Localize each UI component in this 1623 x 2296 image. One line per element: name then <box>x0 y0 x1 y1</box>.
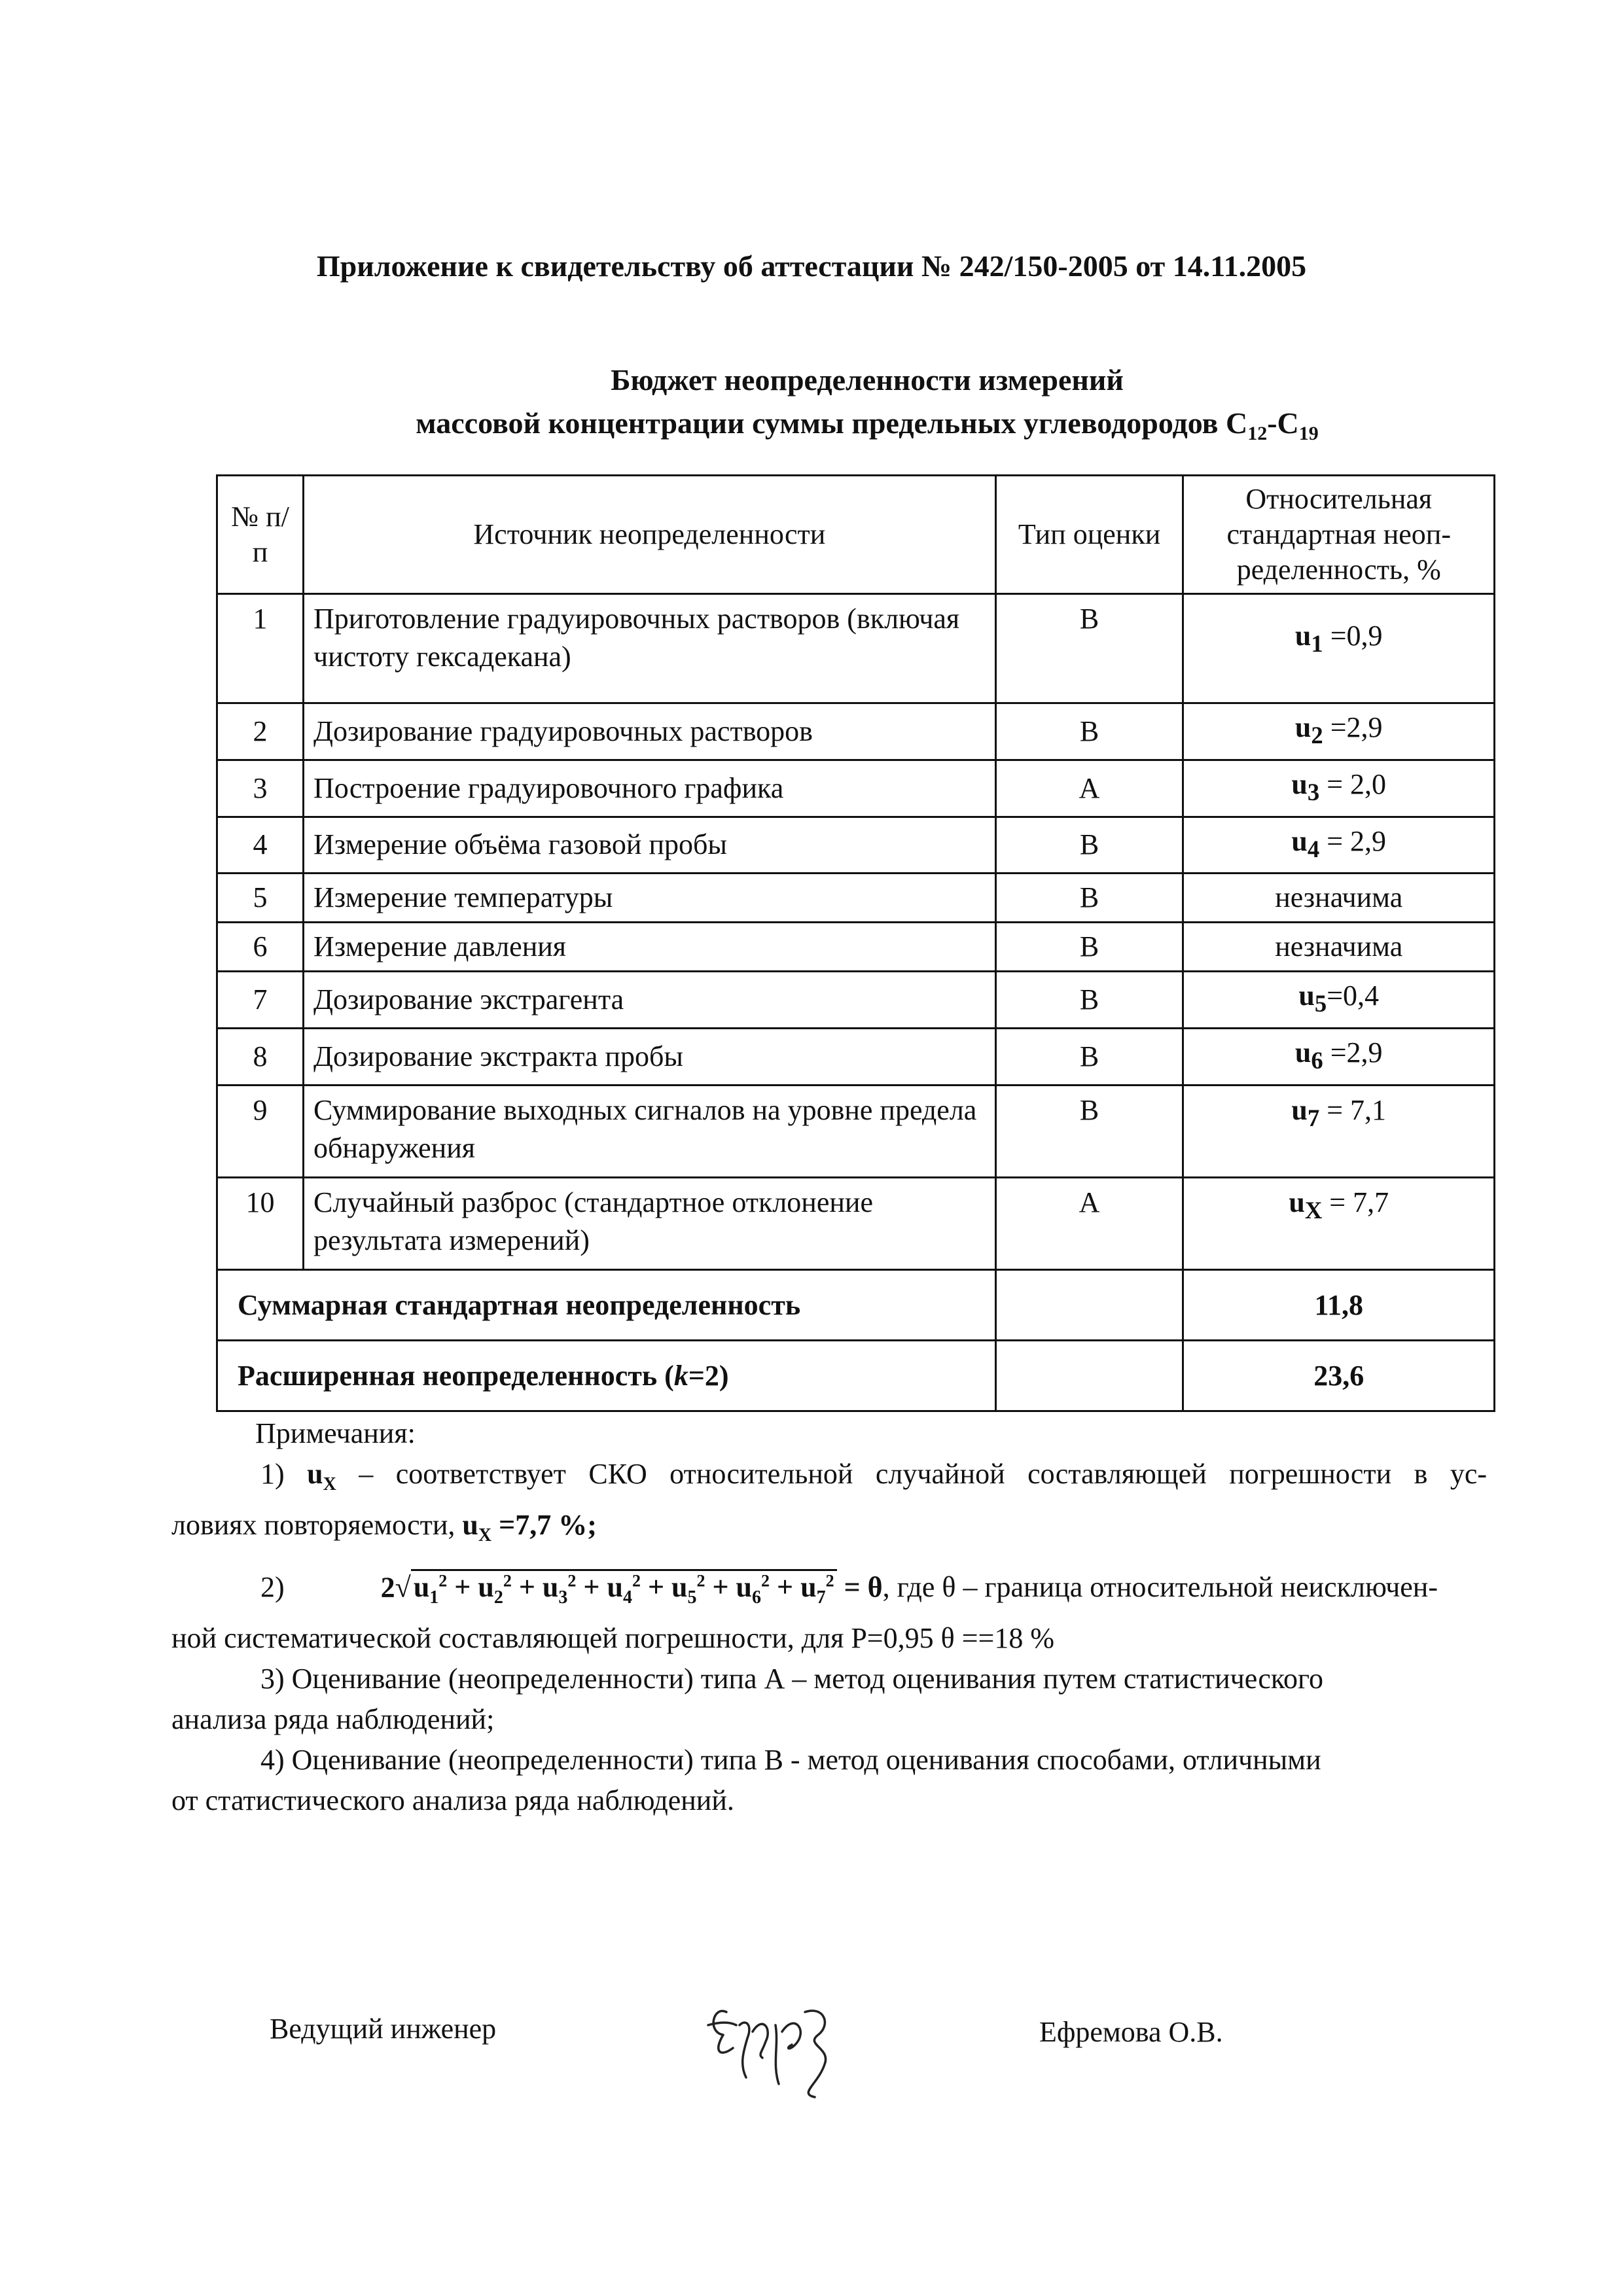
note-4-cont: от статистического анализа ряда наблюдений. <box>171 1784 734 1817</box>
row-type: В <box>995 972 1183 1029</box>
row-num: 8 <box>217 1029 304 1086</box>
row-type: А <box>995 760 1183 817</box>
table-row <box>217 874 1495 923</box>
note-1-cont: ловиях повторяемости, $u_X =7,7$ %; <box>171 1508 597 1545</box>
row-value: $u_X = 7,7$ <box>1183 1177 1495 1269</box>
table-row <box>217 1029 1495 1086</box>
row-num: 1 <box>217 594 304 703</box>
handwritten-signature <box>700 1986 857 2104</box>
expanded-label: Расширенная неопределенность (k=2) <box>217 1340 996 1411</box>
row-type: В <box>995 874 1183 923</box>
expanded-row <box>217 1340 1495 1411</box>
note-3-cont: анализа ряда наблюдений; <box>171 1703 495 1736</box>
row-source: Измерение давления <box>304 923 996 972</box>
expanded-type-empty <box>995 1340 1183 1411</box>
signer-role: Ведущий инженер <box>270 2013 497 2045</box>
row-value: незначима <box>1183 923 1495 972</box>
row-value: $u_3 = 2,0$ <box>1183 760 1495 817</box>
row-value: $u_4 = 2,9$ <box>1183 817 1495 874</box>
note-4: 4) Оценивание (неопределенности) типа В - метод оценивания способами, отличными <box>260 1744 1321 1776</box>
row-num: 3 <box>217 760 304 817</box>
row-value: $u_7 = 7,1$ <box>1183 1085 1495 1177</box>
expanded-value: 23,6 <box>1183 1340 1495 1411</box>
row-num: 7 <box>217 972 304 1029</box>
document-header: Приложение к свидетельству об аттестации № 242/150-2005 от 14.11.2005 <box>316 249 1307 283</box>
row-type: А <box>995 1177 1183 1269</box>
uncertainty-formula: $2√u_1^2 + u_2^2 + u_3^2 + u_4^2 + u_5^2 + u_6^2 + u_7^2 = \theta$ <box>292 1561 883 1618</box>
table-header-row <box>217 476 1495 594</box>
row-source: Случайный разброс (стандартное отклонение результата измерений) <box>304 1177 996 1269</box>
table-row <box>217 923 1495 972</box>
row-source: Дозирование экстракта пробы <box>304 1029 996 1086</box>
uncertainty-budget-table <box>216 474 1495 1412</box>
row-type: В <box>995 1029 1183 1086</box>
row-source: Измерение объёма газовой пробы <box>304 817 996 874</box>
header-value: Относительная стандартная неоп-ределенность, % <box>1183 476 1495 594</box>
row-value: $u_1 =0,9$ <box>1183 594 1495 703</box>
table-row <box>217 594 1495 703</box>
row-num: 2 <box>217 703 304 760</box>
row-num: 9 <box>217 1085 304 1177</box>
table-title-line1: Бюджет неопределенности измерений <box>611 363 1124 397</box>
table-row <box>217 817 1495 874</box>
table-title <box>0 359 1623 455</box>
row-type: В <box>995 817 1183 874</box>
row-source: Приготовление градуировочных растворов (включая чистоту гексадекана) <box>304 594 996 703</box>
table-title-line2: массовой концентрации суммы предельных углеводородов $С_{12}-С_{19}$ <box>416 406 1319 445</box>
row-value: $u_5=0,4$ <box>1183 972 1495 1029</box>
total-value: 11,8 <box>1183 1269 1495 1340</box>
row-value: $u_2 =2,9$ <box>1183 703 1495 760</box>
row-num: 10 <box>217 1177 304 1269</box>
table-row <box>217 972 1495 1029</box>
row-type: В <box>995 594 1183 703</box>
note-2: 2) $2√u_1^2 + u_2^2 + u_3^2 + u_4^2 + u_5^2 + u_6^2 + u_7^2 = \theta$, где θ – граница относительной неисключен- <box>171 1561 1487 1618</box>
row-source: Дозирование экстрагента <box>304 972 996 1029</box>
header-type: Тип оценки <box>995 476 1183 594</box>
row-num: 6 <box>217 923 304 972</box>
total-type-empty <box>995 1269 1183 1340</box>
notes-section <box>171 1413 1487 1821</box>
row-type: В <box>995 1085 1183 1177</box>
total-label: Суммарная стандартная неопределенность <box>217 1269 996 1340</box>
row-value: $u_6 =2,9$ <box>1183 1029 1495 1086</box>
row-source: Построение градуировочного графика <box>304 760 996 817</box>
row-source: Измерение температуры <box>304 874 996 923</box>
table-row <box>217 703 1495 760</box>
row-num: 5 <box>217 874 304 923</box>
header-source: Источник неопределенности <box>304 476 996 594</box>
header-num: № п/п <box>217 476 304 594</box>
row-value: незначима <box>1183 874 1495 923</box>
row-source: Суммирование выходных сигналов на уровне предела обнаружения <box>304 1085 996 1177</box>
note-2-cont: ной систематической составляющей погрешности, для Р=0,95 θ ==18 % <box>171 1622 1054 1655</box>
note-3: 3) Оценивание (неопределенности) типа А – метод оценивания путем статистического <box>260 1663 1324 1695</box>
notes-title: Примечания: <box>255 1417 416 1449</box>
table-row <box>217 760 1495 817</box>
note-1: 1) $u_X$ – соответствует СКО относительной случайной составляющей погрешности в ус- <box>260 1458 1487 1494</box>
row-type: В <box>995 703 1183 760</box>
row-num: 4 <box>217 817 304 874</box>
table-row <box>217 1177 1495 1269</box>
row-source: Дозирование градуировочных растворов <box>304 703 996 760</box>
table-row <box>217 1085 1495 1177</box>
signer-name: Ефремова О.В. <box>1039 2016 1223 2048</box>
total-row <box>217 1269 1495 1340</box>
row-type: В <box>995 923 1183 972</box>
